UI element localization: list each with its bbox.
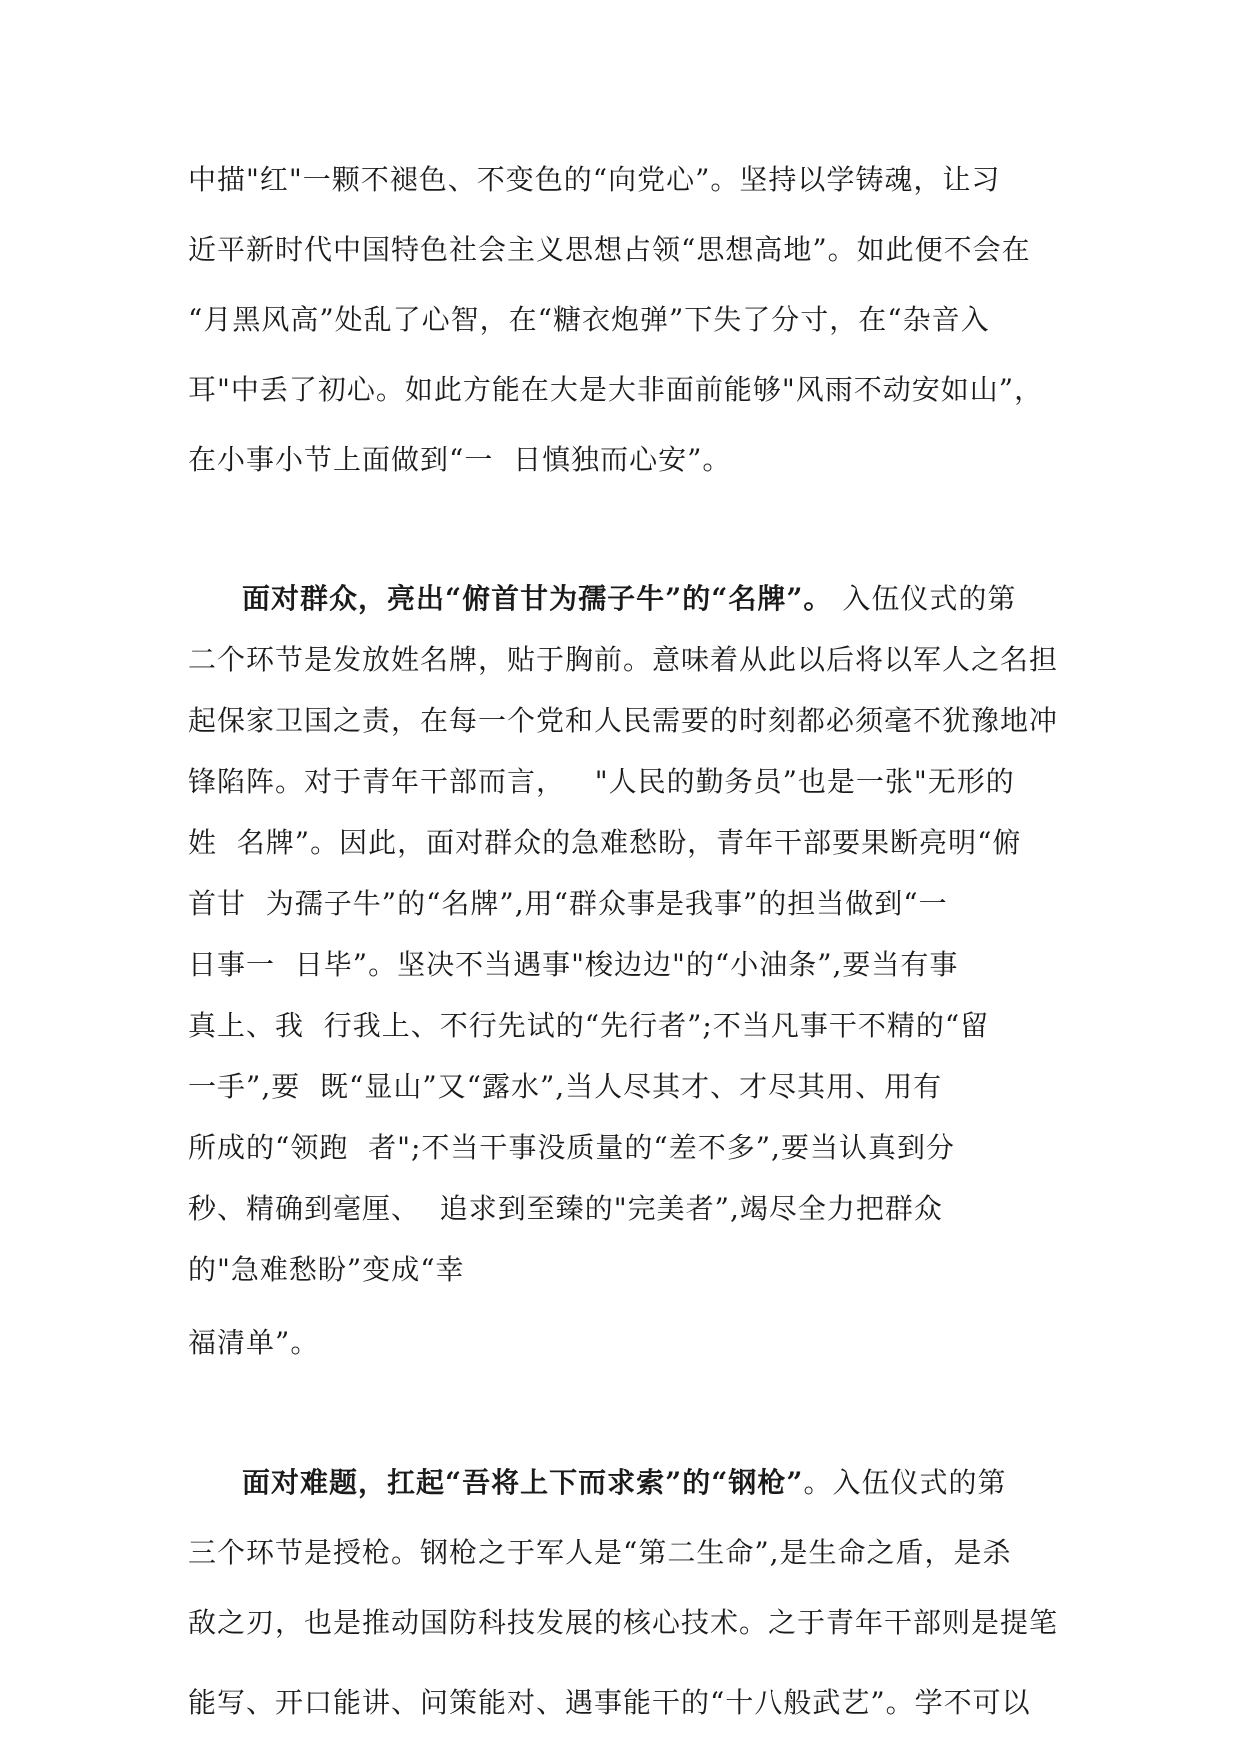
paragraph1-line-2: 近平新时代中国特色社会主义思想占领“思想高地”。如此便不会在 xyxy=(188,233,1031,266)
paragraph1-line-1: 中描"红"一颗不褪色、不变色的“向党心”。坚持以学铸魂，让习 xyxy=(188,163,1001,196)
paragraph3-first-line-rest: 。入伍仪式的第 xyxy=(803,1466,1007,1499)
paragraph3-line-4: 能写、开口能讲、问策能对、遇事能干的“十八般武艺”。学不可以 xyxy=(188,1686,1031,1719)
paragraph2-line-5: 姓 名牌”。因此，面对群众的急难愁盼，青年干部要果断亮明“俯 xyxy=(188,826,1022,859)
paragraph2-line-2: 二个环节是发放姓名牌，贴于胸前。意味着从此以后将以军人之名担 xyxy=(188,643,1059,676)
paragraph2-line-13: 福清单”。 xyxy=(188,1326,320,1359)
paragraph1-line-4: 耳"中丢了初心。如此方能在大是大非面前能够"风雨不动安如山”， xyxy=(188,373,1044,406)
paragraph3-line-3: 敌之刃，也是推动国防科技发展的核心技术。之于青年干部则是提笔 xyxy=(188,1606,1059,1639)
paragraph2-line-4: 锋陷阵。对于青年干部而言， "人民的勤务员”也是一张"无形的 xyxy=(188,765,1015,798)
paragraph2-line-7: 日事一 日毕”。坚决不当遇事"梭边边"的“小油条”,要当有事 xyxy=(188,948,959,981)
paragraph2-first-line xyxy=(242,582,1016,616)
paragraph3-heading: 面对难题，扛起“吾将上下而求索”的“钢枪” xyxy=(242,1466,804,1499)
paragraph2-line-6: 首甘 为孺子牛”的“名牌”,用“群众事是我事”的担当做到“一 xyxy=(188,887,948,920)
paragraph3-first-line xyxy=(242,1466,1006,1500)
paragraph2-heading: 面对群众，亮出“俯首甘为孺子牛”的“名牌”。 xyxy=(242,582,833,615)
paragraph2-line-9: 一手”,要 既“显山”又“露水”,当人尽其才、才尽其用、用有 xyxy=(188,1070,943,1103)
paragraph2-line-11: 秒、精确到毫厘、 追求到至臻的"完美者”,竭尽全力把群众 xyxy=(188,1192,943,1225)
paragraph1-line-3: “月黑风高”处乱了心智，在“糖衣炮弹”下失了分寸，在“杂音入 xyxy=(188,303,990,336)
paragraph2-line-10: 所成的“领跑 者";不当干事没质量的“差不多”,要当认真到分 xyxy=(188,1131,955,1164)
paragraph2-line-12: 的"急难愁盼”变成“幸 xyxy=(188,1253,465,1286)
paragraph2-line-8: 真上、我 行我上、不行先试的“先行者”;不当凡事干不精的“留 xyxy=(188,1009,990,1042)
paragraph1-line-5: 在小事小节上面做到“一 日慎独而心安”。 xyxy=(188,443,732,476)
paragraph2-first-line-rest: 入伍仪式的第 xyxy=(842,582,1017,615)
paragraph3-line-2: 三个环节是授枪。钢枪之于军人是“第二生命”,是生命之盾，是杀 xyxy=(188,1536,1012,1569)
paragraph2-line-3: 起保家卫国之责，在每一个党和人民需要的时刻都必须毫不犹豫地冲 xyxy=(188,704,1059,737)
